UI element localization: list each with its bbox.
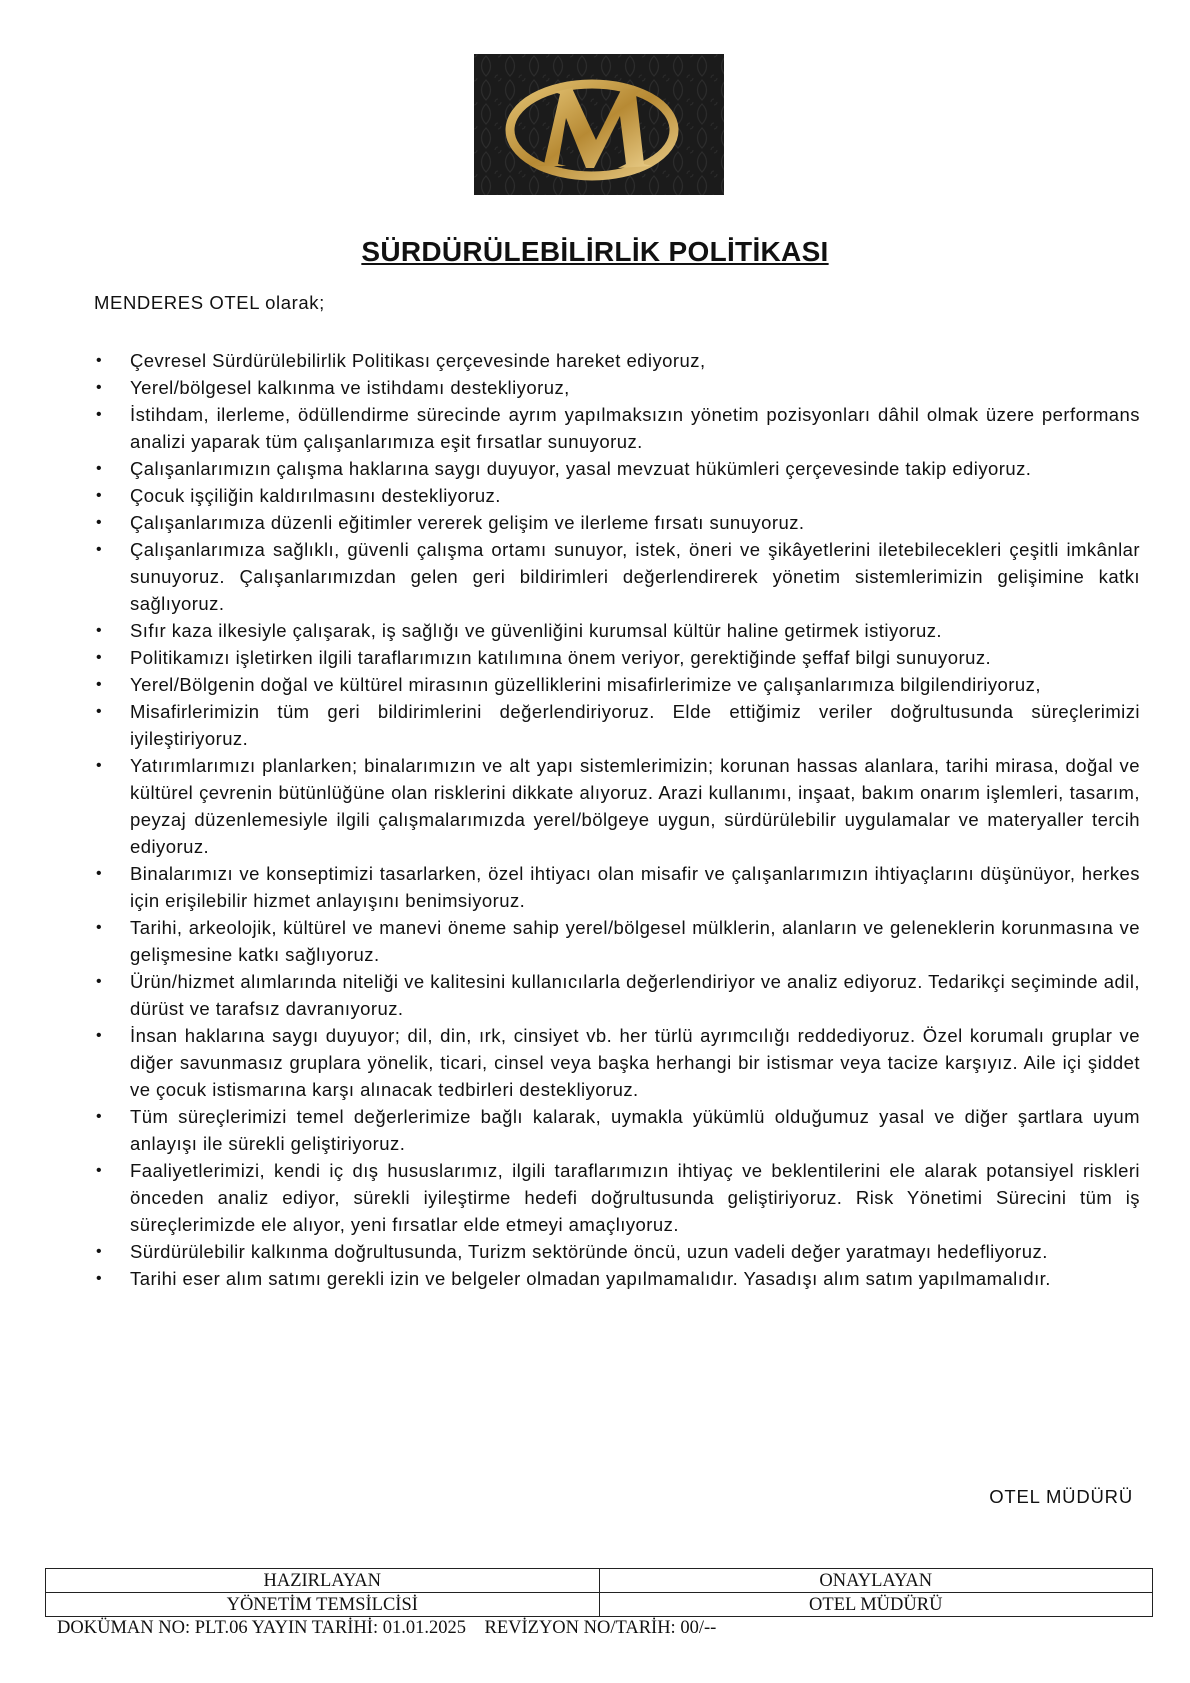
policy-item: • Yerel/Bölgenin doğal ve kültürel mirasının güzelliklerini misafirlerimize ve çalışanlarımıza bilgilendiriyoruz, (94, 671, 1140, 698)
signature-title: OTEL MÜDÜRÜ (989, 1486, 1133, 1507)
intro-text: MENDERES OTEL olarak; (94, 292, 325, 313)
approval-table (45, 1568, 1153, 1617)
revision-info: REVİZYON NO/TARİH: 00/-- (484, 1618, 717, 1638)
policy-list (94, 347, 1140, 1292)
doc-number: DOKÜMAN NO: PLT.06 (57, 1618, 248, 1638)
policy-item: • Çalışanlarımızın çalışma haklarına saygı duyuyor, yasal mevzuat hükümleri çerçevesinde takip ediyoruz. (94, 455, 1140, 482)
prepared-by: YÖNETİM TEMSİLCİSİ (46, 1593, 600, 1617)
policy-item: • Sürdürülebilir kalkınma doğrultusunda, Turizm sektöründe öncü, uzun vadeli değer yaratmayı hedefliyoruz. (94, 1238, 1140, 1265)
policy-item: • Faaliyetlerimizi, kendi iç dış hususlarımız, ilgili taraflarımızın ihtiyaç ve beklentilerini ele alarak potansiyel riskleri önceden analiz ediyor, sürekli iyileştirme hedefi doğrultusunda geliştiriyoruz. Risk Yönetimi Sürecini tüm iş süreçlerimizde ele alıyor, yeni fırsatlar elde etmeyi amaçlıyoruz. (94, 1157, 1140, 1238)
policy-item: • İstihdam, ilerleme, ödüllendirme sürecinde ayrım yapılmaksızın yönetim pozisyonları dâhil olmak üzere performans analizi yaparak tüm çalışanlarımıza eşit fırsatlar sunuyoruz. (94, 401, 1140, 455)
approved-label: ONAYLAYAN (599, 1569, 1153, 1593)
policy-item: • Tarihi eser alım satımı gerekli izin ve belgeler olmadan yapılmamalıdır. Yasadışı alım satım yapılmamalıdır. (94, 1265, 1140, 1292)
policy-item: • Yatırımlarımızı planlarken; binalarımızın ve alt yapı sistemlerimizin; korunan hassas alanlara, tarihi mirasa, doğal ve kültürel çevrenin bütünlüğüne olan risklerini dikkate alıyoruz. Arazi kullanımı, inşaat, bakım onarım işlemleri, tasarım, peyzaj düzenlemesiyle ilgili çalışmalarımızda yerel/bölgeye uygun, sürdürülebilir uygulamalar ve materyaller tercih ediyoruz. (94, 752, 1140, 860)
table-row (46, 1569, 1153, 1593)
approved-by: OTEL MÜDÜRÜ (599, 1593, 1153, 1617)
policy-item: • Tüm süreçlerimizi temel değerlerimize bağlı kalarak, uymakla yükümlü olduğumuz yasal ve diğer şartlara uyum anlayışı ile sürekli geliştiriyoruz. (94, 1103, 1140, 1157)
menderes-m-logo-icon (474, 54, 724, 195)
policy-item: • Çocuk işçiliğin kaldırılmasını destekliyoruz. (94, 482, 1140, 509)
menderes-logo (474, 54, 724, 195)
policy-item: • Çalışanlarımıza düzenli eğitimler vererek gelişim ve ilerleme fırsatı sunuyoruz. (94, 509, 1140, 536)
policy-item: • Misafirlerimizin tüm geri bildirimlerini değerlendiriyoruz. Elde ettiğimiz veriler doğrultusunda süreçlerimizi iyileştiriyoruz. (94, 698, 1140, 752)
policy-item: • Politikamızı işletirken ilgili taraflarımızın katılımına önem veriyor, gerektiğinde şeffaf bilgi sunuyoruz. (94, 644, 1140, 671)
page-title: SÜRDÜRÜLEBİLİRLİK POLİTİKASI (361, 236, 829, 267)
table-row (46, 1593, 1153, 1617)
policy-item: • İnsan haklarına saygı duyuyor; dil, din, ırk, cinsiyet vb. her türlü ayrımcılığı reddediyoruz. Özel korumalı gruplar ve diğer savunmasız gruplara yönelik, ticari, cinsel veya başka herhangi bir istismar veya tacize karşıyız. Aile içi şiddet ve çocuk istismarına karşı alınacak tedbirleri destekliyoruz. (94, 1022, 1140, 1103)
document-info (57, 1618, 716, 1639)
policy-item: • Çevresel Sürdürülebilirlik Politikası çerçevesinde hareket ediyoruz, (94, 347, 1140, 374)
policy-item: • Sıfır kaza ilkesiyle çalışarak, iş sağlığı ve güvenliğini kurumsal kültür haline getirmek istiyoruz. (94, 617, 1140, 644)
prepared-label: HAZIRLAYAN (46, 1569, 600, 1593)
policy-item: • Ürün/hizmet alımlarında niteliği ve kalitesini kullanıcılarla değerlendiriyor ve analiz ediyoruz. Tedarikçi seçiminde adil, dürüst ve tarafsız davranıyoruz. (94, 968, 1140, 1022)
policy-item: • Binalarımızı ve konseptimizi tasarlarken, özel ihtiyacı olan misafir ve çalışanlarımızın ihtiyaçlarını düşünüyor, herkes için erişilebilir hizmet anlayışını benimsiyoruz. (94, 860, 1140, 914)
publish-date: YAYIN TARİHİ: 01.01.2025 (251, 1618, 466, 1638)
policy-item: • Yerel/bölgesel kalkınma ve istihdamı destekliyoruz, (94, 374, 1140, 401)
policy-item: • Çalışanlarımıza sağlıklı, güvenli çalışma ortamı sunuyor, istek, öneri ve şikâyetlerini iletebilecekleri çeşitli imkânlar sunuyoruz. Çalışanlarımızdan gelen geri bildirimleri değerlendirerek yönetim sistemlerimizin gelişimine katkı sağlıyoruz. (94, 536, 1140, 617)
policy-item: • Tarihi, arkeolojik, kültürel ve manevi öneme sahip yerel/bölgesel mülklerin, alanların ve geleneklerin korunmasına ve gelişmesine katkı sağlıyoruz. (94, 914, 1140, 968)
